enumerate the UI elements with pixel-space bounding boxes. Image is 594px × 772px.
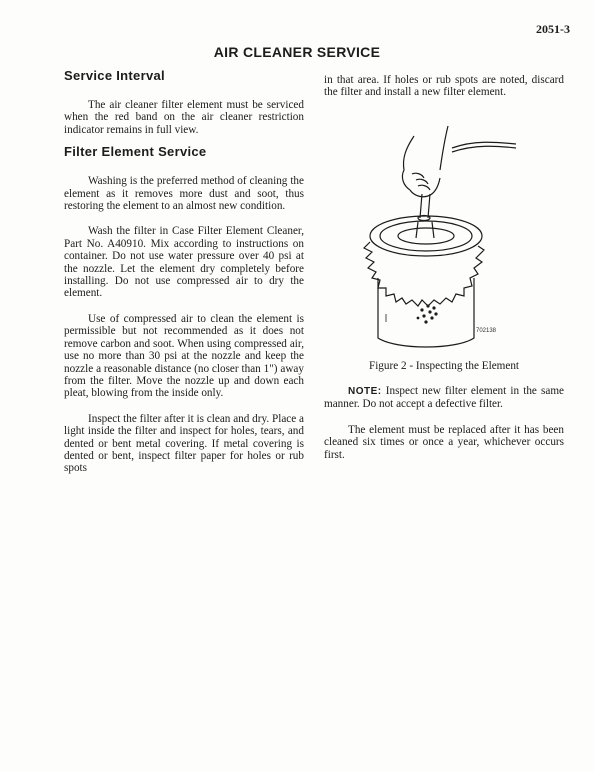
service-interval-paragraph: The air cleaner filter element must be serviced when the red band on the air cleaner restriction indicator remains in full view. — [64, 99, 304, 136]
page-number: 2051-3 — [536, 22, 570, 36]
inspect-paragraph-continued: in that area. If holes or rub spots are noted, discard the filter and install a new filter element. — [324, 74, 564, 99]
replacement-paragraph: The element must be replaced after it has been cleaned six times or once a year, whichever occurs first. — [324, 423, 564, 461]
left-column — [64, 68, 304, 488]
right-column — [324, 74, 564, 112]
right-column-lower — [324, 385, 564, 474]
washing-paragraph: Washing is the preferred method of cleaning the element as it removes more dust and soot, thus restoring the element to an almost new condition. — [64, 175, 304, 213]
compressed-air-paragraph: Use of compressed air to clean the element is permissible but not recommended as it does not remove carbon and soot. When using compressed air, use no more than 30 psi at the nozzle and keep the nozzle a reasonable distance (no closer than 1") away from the filter. Move the nozzle up and down each pleat, blowing from the inside only. — [64, 312, 304, 400]
service-interval-heading: Service Interval — [64, 68, 165, 83]
wash-instructions-paragraph: Wash the filter in Case Filter Element Cleaner, Part No. A40910. Mix according to instructions on container. Do not use water pressure over 40 psi at the nozzle. Let the element dry completely before installing. Do not use compressed air to dry the element. — [64, 225, 304, 300]
note-text: Inspect new filter element in the same manner. Do not accept a defective filter. — [324, 385, 564, 411]
page-title: AIR CLEANER SERVICE — [213, 44, 381, 60]
filter-element-service-heading: Filter Element Service — [64, 144, 207, 160]
note-paragraph — [324, 385, 564, 411]
inspect-paragraph: Inspect the filter after it is clean and dry. Place a light inside the filter and inspect for holes, tears, and dented or bent metal covering. If metal covering is dented or bent, inspect filter paper for holes or rub spots — [64, 412, 304, 475]
note-label: NOTE: — [348, 386, 382, 397]
filter-inspection-illustration — [356, 118, 516, 358]
figure-caption: Figure 2 - Inspecting the Element — [368, 360, 520, 372]
figure-code: 702138 — [476, 328, 497, 334]
